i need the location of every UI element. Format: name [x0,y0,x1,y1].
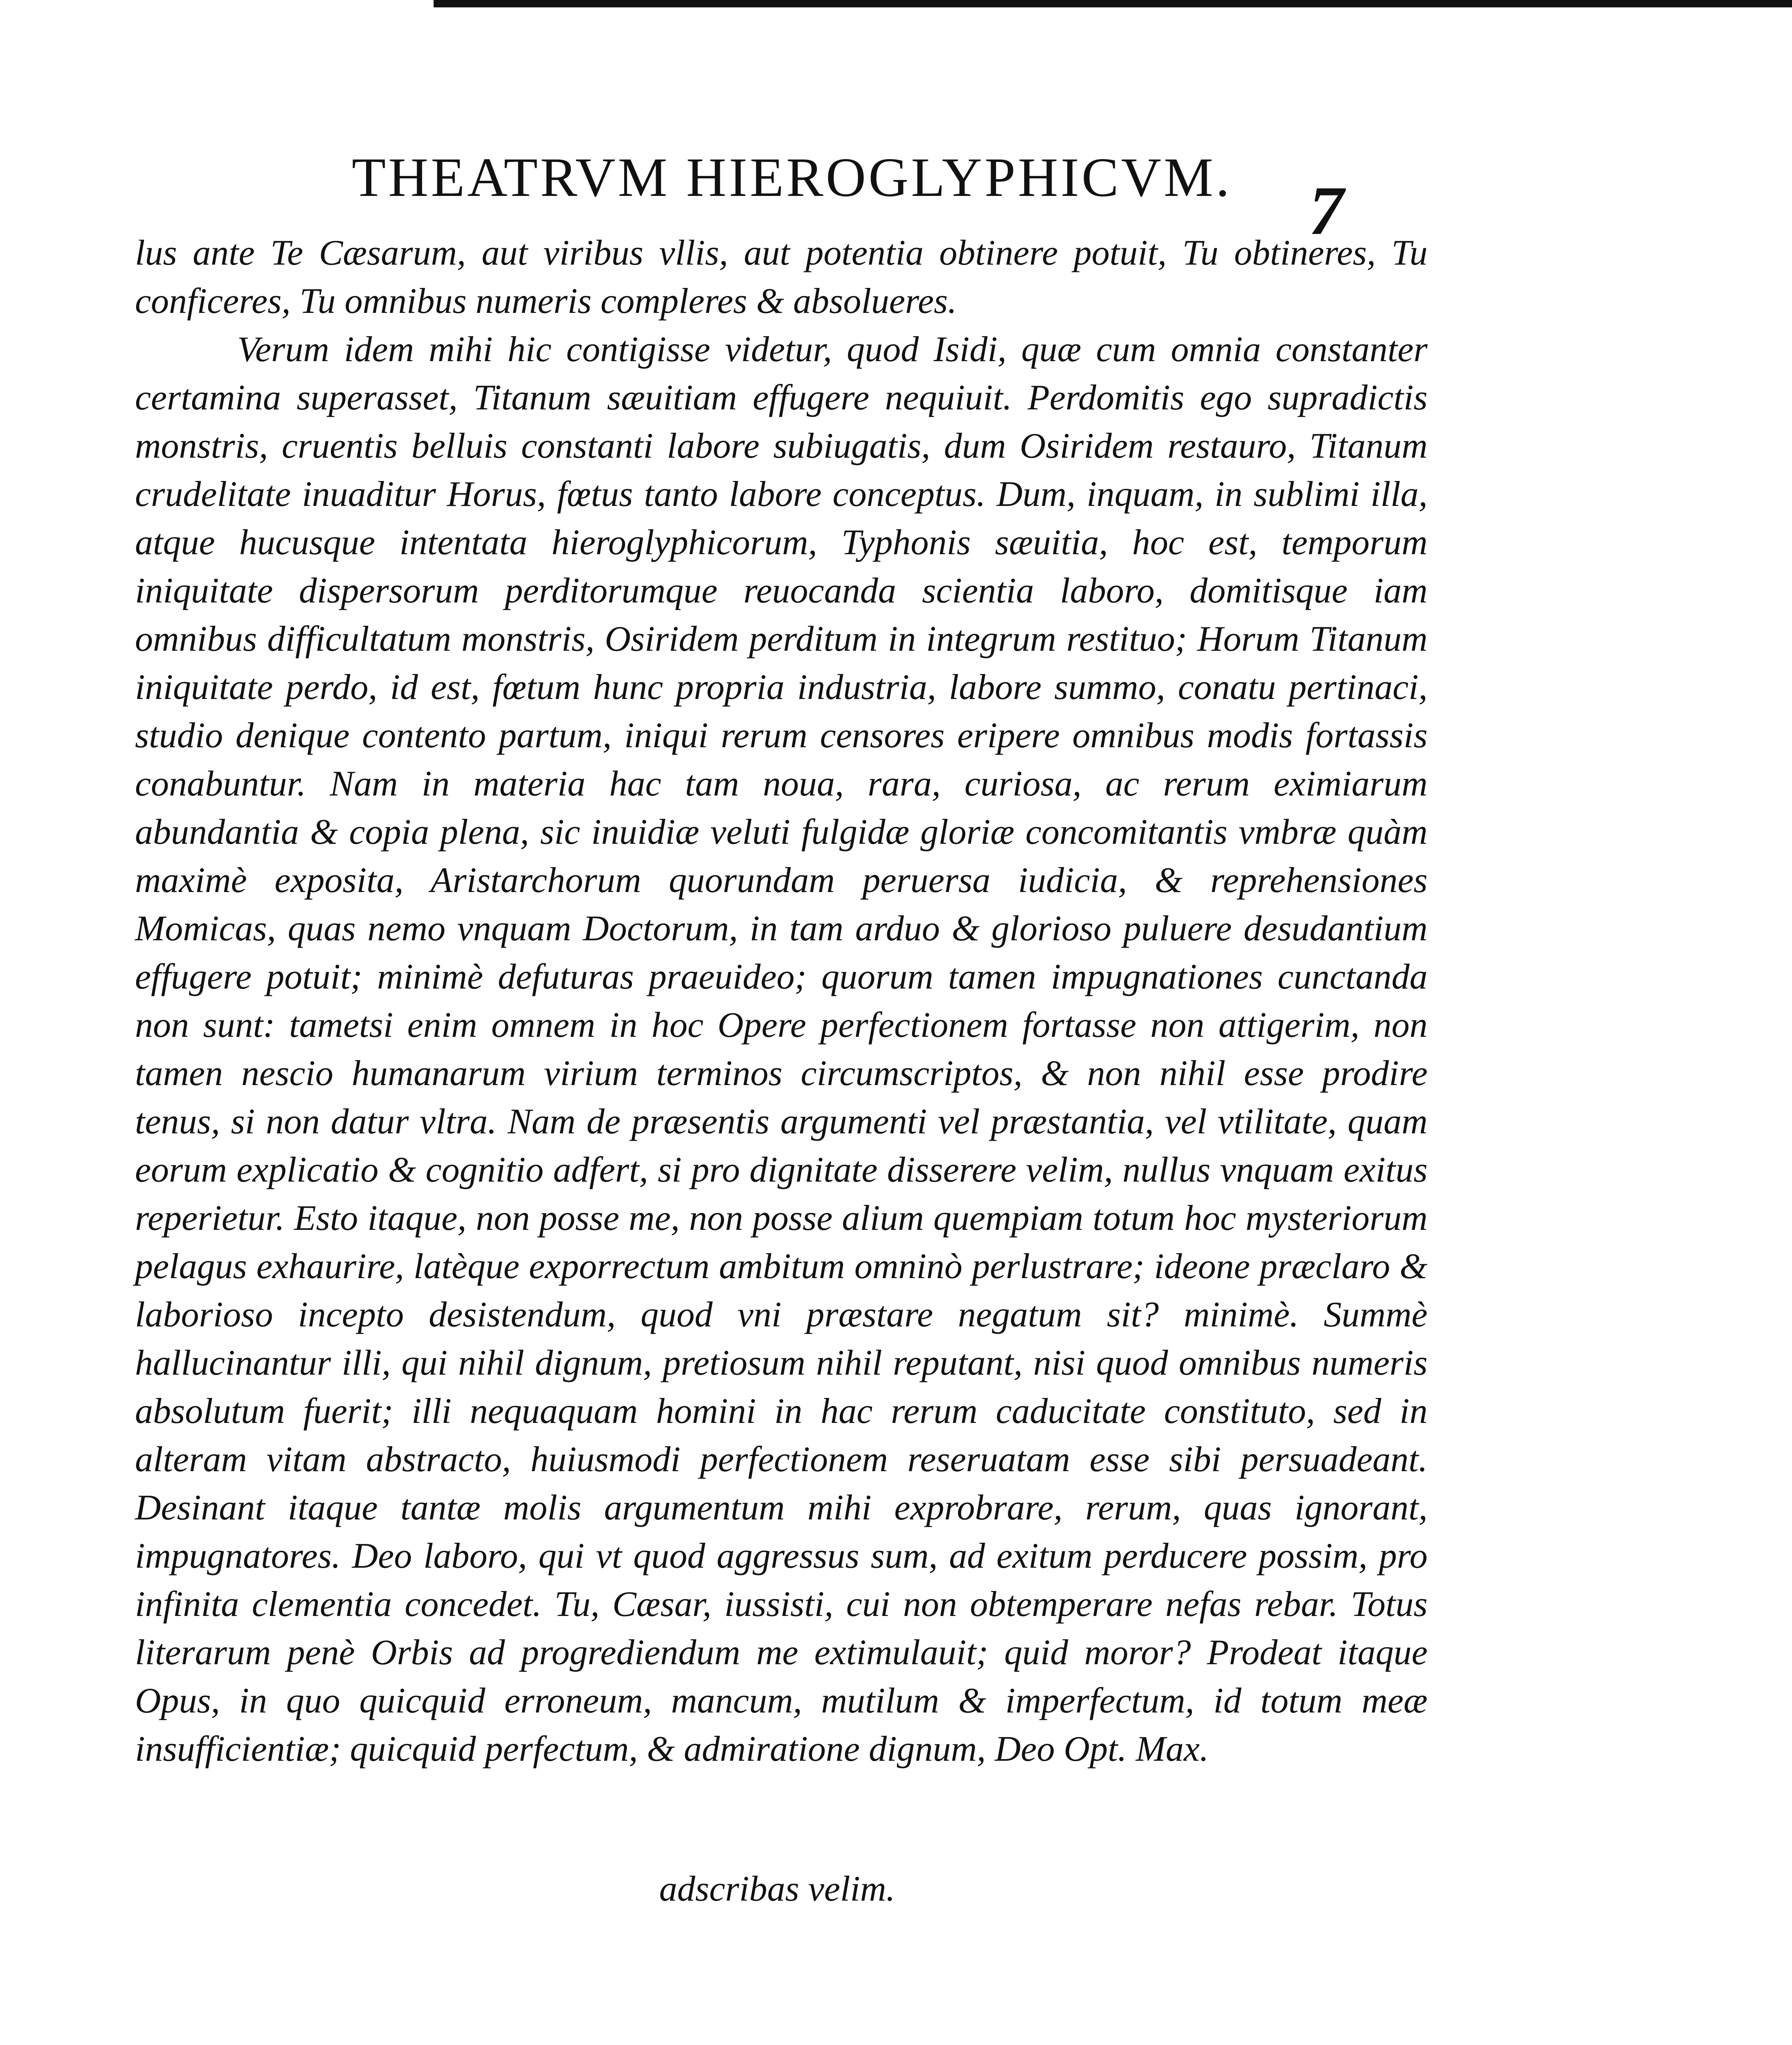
running-title: THEATRVM HIEROGLYPHICVM. [352,147,1232,208]
body-text [135,229,1428,1773]
page-number: 7 [1309,172,1344,249]
paragraph-main: Verum idem mihi hic contigisse videtur, quod Isidi, quæ cum omnia constanter certamina superasset, Titanum sæuitiam effugere nequiuit. Perdomitis ego supradictis monstris, cruentis belluis constanti labore subiugatis, dum Osiridem restauro, Titanum crudelitate inuaditur Horus, fœtus tanto labore conceptus. Dum, inquam, in sublimi illa, atque hucusque intentata hieroglyphicorum, Typhonis sæuitia, hoc est, temporum iniquitate dispersorum perditorumque reuocanda scientia laboro, domitisque iam omnibus difficultatum monstris, Osiridem perditum in integrum restituo; Horum Titanum iniquitate perdo, id est, fœtum hunc propria industria, labore summo, conatu pertinaci, studio denique contento partum, iniqui rerum censores eripere omnibus modis fortassis conabuntur. Nam in materia hac tam noua, rara, curiosa, ac rerum eximiarum abundantia & copia plena, sic inuidiæ veluti fulgidæ gloriæ concomitantis vmbræ quàm maximè exposita, Aristarchorum quorundam peruersa iudicia, & reprehensiones Momicas, quas nemo vnquam Doctorum, in tam arduo & glorioso puluere desudantium effugere potuit; minimè defuturas praeuideo; quorum tamen impugnationes cunctanda non sunt: tametsi enim omnem in hoc Opere perfectionem fortasse non attigerim, non tamen nescio humanarum virium terminos circumscriptos, & non nihil esse prodire tenus, si non datur vltra. Nam de præsentis argumenti vel præstantia, vel vtilitate, quam eorum explicatio & cognitio adfert, si pro dignitate disserere velim, nullus vnquam exitus reperietur. Esto itaque, non posse me, non posse alium quempiam totum hoc mysteriorum pelagus exhaurire, latèque exporrectum ambitum omninò perlustrare; ideone præclaro & laborioso incepto desistendum, quod vni præstare negatum sit? minimè. Summè hallucinantur illi, qui nihil dignum, pretiosum nihil reputant, nisi quod omnibus numeris absolutum fuerit; illi nequaquam homini in hac rerum caducitate constituto, sed in alteram vitam abstracto, huiusmodi perfectionem reseruatam esse sibi persuadeant. Desinant itaque tantæ molis argumentum mihi exprobrare, rerum, quas ignorant, impugnatores. Deo laboro, qui vt quod aggressus sum, ad exitum perducere possim, pro infinita clementia concedet. Tu, Cæsar, iussisti, cui non obtemperare nefas rebar. Totus literarum penè Orbis ad progrediendum me extimulauit; quid moror? Prodeat itaque Opus, in quo quicquid erroneum, mancum, mutilum & imperfectum, id totum meæ insufficientiæ; quicquid perfectum, & admiratione dignum, Deo Opt. Max. [135,330,1428,1769]
paragraph-continuation: lus ante Te Cæsarum, aut viribus vllis, aut potentia obtinere potuit, Tu obtineres, Tu conficeres, Tu omnibus numeris compleres & absolueres. [135,233,1428,321]
closing-line: adscribas velim. [659,1869,895,1909]
top-border-rule [434,0,1792,7]
